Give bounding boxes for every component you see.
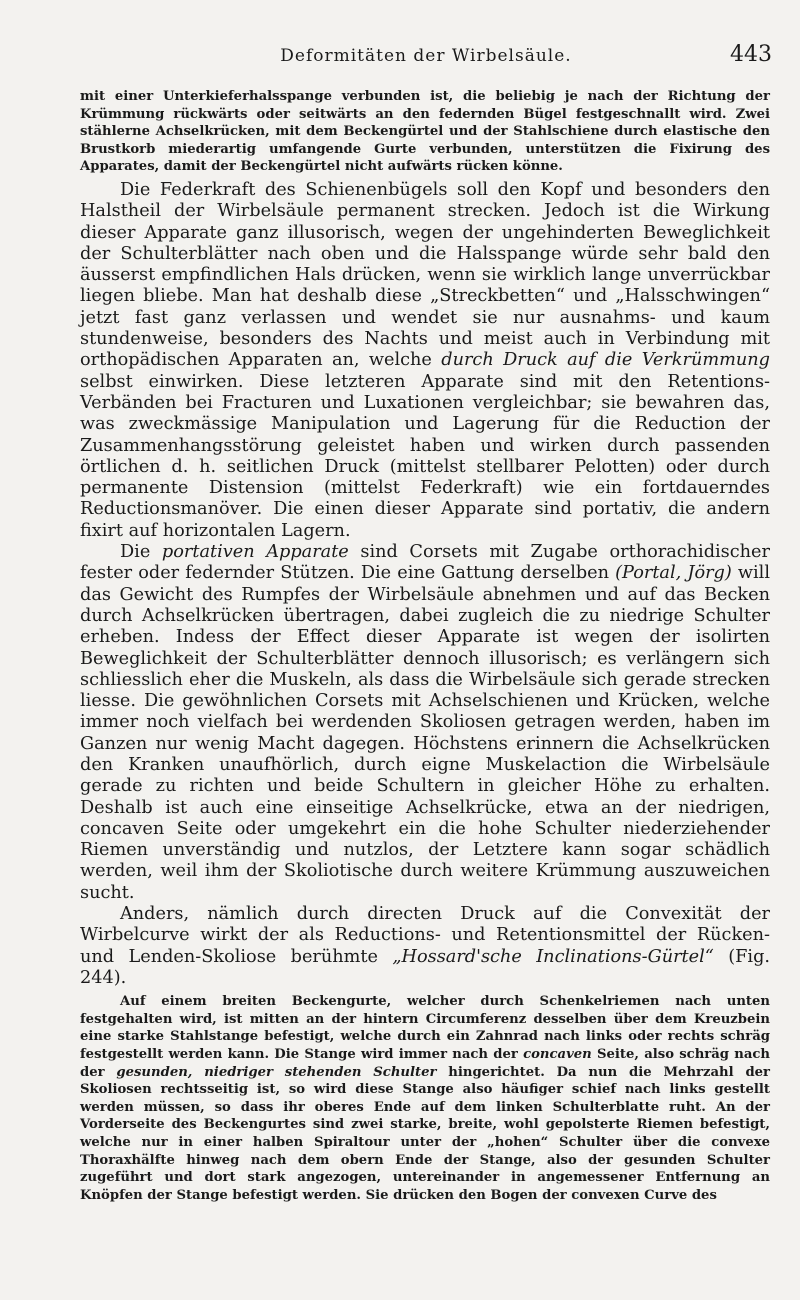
- paragraph-hossard: [80, 904, 770, 989]
- paragraph-text: Auf einem breiten Beckengurte, welcher durch Schenkelriemen nach unten festgehalten wird, ist mitten an der hintern Circumferenz desselben über dem Kreuzbein eine starke Stahlstange befestigt, welche durch ein Zahnrad nach links oder rechts schräg festgestellt werden kann. Die Stange wird immer nach der: [80, 994, 770, 1063]
- paragraph-federkraft: [80, 180, 770, 542]
- text-body: [80, 88, 770, 1204]
- emphasis-text: durch Druck auf die Verkrümmung: [441, 350, 771, 371]
- paragraph-text: mit einer Unterkieferhalsspange verbunden ist, die beliebig je nach der Richtung der Krümmung rückwärts oder seitwärts an den federnden Bügel festgeschnallt wird. Zwei stählerne Achselkrücken, mit dem Beckengürtel und der Stahlschiene durch elastische den Brustkorb miederartig umfangende Gurte verbunden, unterstützen die Fixirung des Apparates, damit der Beckengürtel nicht aufwärts rücken könne.: [80, 89, 770, 175]
- paragraph-text: Seite, also schräg nach der: [80, 1047, 770, 1080]
- page-header: [80, 42, 772, 74]
- paragraph-small-continuation: [80, 88, 770, 176]
- emphasis-text: concaven: [523, 1047, 592, 1063]
- paragraph-text: Die Federkraft des Schienenbügels soll den Kopf und besonders den Halstheil der Wirbelsäule permanent strecken. Jedoch ist die Wirkung dieser Apparate ganz illusorisch, wegen der ungehinderten Beweglichkeit der Schulterblätter nach oben und die Halsspange würde sehr bald den äusserst empfindlichen Hals drücken, wenn sie wirklich lange unverrückbar liegen bliebe. Man hat deshalb diese „Streckbetten“ und „Halsschwingen“ jetzt fast ganz verlassen und wendet sie nur ausnahms- und kaum stundenweise, besonders des Nachts und meist auch in Verbindung mit orthopädischen Apparaten an, welche: [80, 179, 770, 371]
- paragraph-text: sind Corsets mit Zugabe orthorachidischer fester oder federnder Stützen. Die eine Gattung derselben: [80, 542, 770, 584]
- paragraph-small-description: [80, 993, 770, 1204]
- page-number: 443: [730, 42, 772, 67]
- paragraph-text: (Fig. 244).: [80, 946, 771, 988]
- paragraph-text: Anders, nämlich durch directen Druck auf die Convexität der Wirbelcurve wirkt der als Reductions- und Retentionsmittel der Rücken- und Lenden-Skoliose berühmte: [80, 904, 770, 967]
- paragraph-text: will das Gewicht des Rumpfes der Wirbelsäule abnehmen und auf das Becken durch Achselkrücken übertragen, dabei zugleich die zu niedrige Schulter erheben. Indess der Effect dieser Apparate ist wegen der isolirten Beweglichkeit der Schulterblätter dennoch illusorisch; es verlängern sich schliesslich eher die Muskeln, als dass die Wirbelsäule sich gerade strecken liesse. Die gewöhnlichen Corsets mit Achselschienen und Krücken, welche immer noch vielfach bei werdenden Skoliosen getragen werden, haben im Ganzen nur wenig Macht dagegen. Höchstens erinnern die Achselkrücken den Kranken unaufhörlich, durch eigne Muskelaction die Wirbelsäule gerade zu richten und beide Schultern in gleicher Höhe zu erhalten. Deshalb ist auch eine einseitige Achselkrücke, etwa an der niedrigen, concaven Seite oder umgekehrt ein die hohe Schulter niederziehender Riemen unverständig und nutzlos, der Letztere kann sogar schädlich werden, weil ihm der Skoliotische durch weitere Krümmung auszuweichen sucht.: [80, 563, 771, 903]
- running-title: Deformitäten der Wirbelsäule.: [280, 46, 572, 66]
- paragraph-text: hingerichtet. Da nun die Mehrzahl der Skoliosen rechtsseitig ist, so wird diese Stange also häufiger schief nach links gestellt werden müssen, so dass ihr oberes Ende auf dem linken Schulterblatte ruht. An der Vorderseite des Beckengurtes sind zwei starke, breite, wohl gepolsterte Riemen befestigt, welche nur in einer halben Spiraltour unter der „hohen“ Schulter über die convexe Thoraxhälfte hinweg nach dem obern Ende der Stange, also der gesunden Schulter zugeführt und dort stark angezogen, untereinander in angemessener Entfernung an Knöpfen der Stange befestigt werden. Sie drücken den Bogen der convexen Curve des: [80, 1064, 771, 1203]
- emphasis-text: gesunden, niedriger stehenden Schulter: [116, 1064, 437, 1080]
- paragraph-text: selbst einwirken. Diese letzteren Apparate sind mit den Retentions-Verbänden bei Fracturen und Luxationen vergleichbar; sie bewahren das, was zweckmässige Manipulation und Lagerung für die Reduction der Zusammenhangsstörung geleistet haben und wirken durch passenden örtlichen d. h. seitlichen Druck (mittelst stellbarer Pelotten) oder durch permanente Distension (mittelst Federkraft) wie ein fortdauerndes Reductionsmanöver. Die einen dieser Apparate sind portativ, die andern fixirt auf horizontalen Lagern.: [80, 371, 770, 541]
- emphasis-text: „Hossard'sche Inclinations-Gürtel“: [392, 946, 714, 967]
- paragraph-text: Die: [120, 542, 151, 563]
- emphasis-text: (Portal, Jörg): [615, 563, 732, 584]
- emphasis-text: portativen Apparate: [161, 542, 349, 563]
- paragraph-portative-apparate: [80, 542, 770, 904]
